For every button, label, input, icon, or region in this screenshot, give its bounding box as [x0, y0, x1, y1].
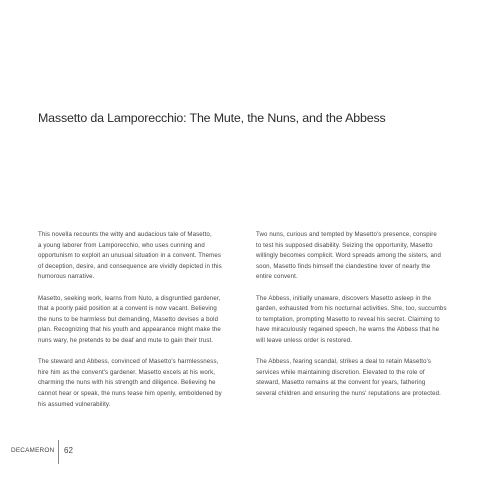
text-line: This novella recounts the witty and audacious tale of Masetto,: [38, 231, 212, 238]
text-line: of deception, desire, and consequence are vividly depicted in this: [38, 262, 222, 270]
text-line: to test his supposed disability. Seizing the opportunity, Masetto: [256, 241, 433, 249]
text-line: entire convent.: [256, 273, 298, 281]
left-column: [38, 230, 256, 421]
text-line: to temptation, prompting Masetto to reveal his secret. Claiming to: [256, 315, 440, 323]
text-line: will leave unless order is restored.: [256, 336, 353, 344]
text-line: humorous narrative.: [38, 273, 95, 281]
running-title: DECAMERON: [11, 447, 55, 454]
text-line: nuns wary, he pretends to be deaf and mute to gain their trust.: [38, 336, 214, 344]
text-line: charming the nuns with his strength and diligence. Believing he: [38, 379, 216, 387]
paragraph: [256, 230, 476, 283]
text-line: the nuns to be harmless but demanding, Masetto devises a bold: [38, 315, 219, 323]
text-line: services while maintaining discretion. Elevated to the role of: [256, 368, 425, 376]
text-line: cannot hear or speak, the nuns tease him openly, emboldened by: [38, 389, 222, 397]
paragraph: [256, 357, 476, 399]
text-line: The Abbess, fearing scandal, strikes a deal to retain Masetto's: [256, 358, 432, 366]
paragraph: [256, 294, 476, 347]
text-line: The Abbess, initially unaware, discovers Masetto asleep in the: [256, 294, 432, 302]
paragraph: [38, 230, 256, 283]
text-line: The steward and Abbess, convinced of Masetto's harmlessness,: [38, 358, 219, 366]
page-title: Massetto da Lamporecchio: The Mute, the Nuns, and the Abbess: [38, 111, 386, 125]
page-footer: [0, 440, 120, 466]
text-line: opportunism to exploit an unusual situation in a convent. Themes: [38, 252, 222, 260]
text-line: a young laborer from Lamporecchio, who uses cunning and: [38, 241, 205, 249]
footer-divider: [58, 440, 59, 464]
text-line: Two nuns, curious and tempted by Masetto's presence, conspire: [256, 231, 437, 238]
text-line: hire him as the convent's gardener. Masetto excels at his work,: [38, 368, 216, 376]
text-line: willingly becomes complicit. Word spreads among the sisters, and: [256, 252, 442, 260]
paragraph: [38, 294, 256, 347]
text-line: soon, Masetto finds himself the clandestine lover of nearly the: [256, 262, 431, 270]
text-line: have miraculously regained speech, he warns the Abbess that he: [256, 326, 440, 334]
text-line: several children and ensuring the nuns' reputations are protected.: [256, 389, 441, 397]
right-column: [256, 230, 476, 410]
text-line: garden, exhausted from his nocturnal activities. She, too, succumbs: [256, 305, 447, 313]
text-line: his assumed vulnerability.: [38, 400, 111, 408]
text-line: that a poorly paid position at a convent is now vacant. Believing: [38, 305, 217, 313]
paragraph: [38, 357, 256, 410]
text-line: Masetto, seeking work, learns from Nuto, a disgruntled gardener,: [38, 294, 221, 302]
page-number: 62: [64, 446, 73, 455]
text-line: steward, Masetto remains at the convent for years, fathering: [256, 379, 426, 387]
text-line: plan. Recognizing that his youth and appearance might make the: [38, 326, 221, 334]
